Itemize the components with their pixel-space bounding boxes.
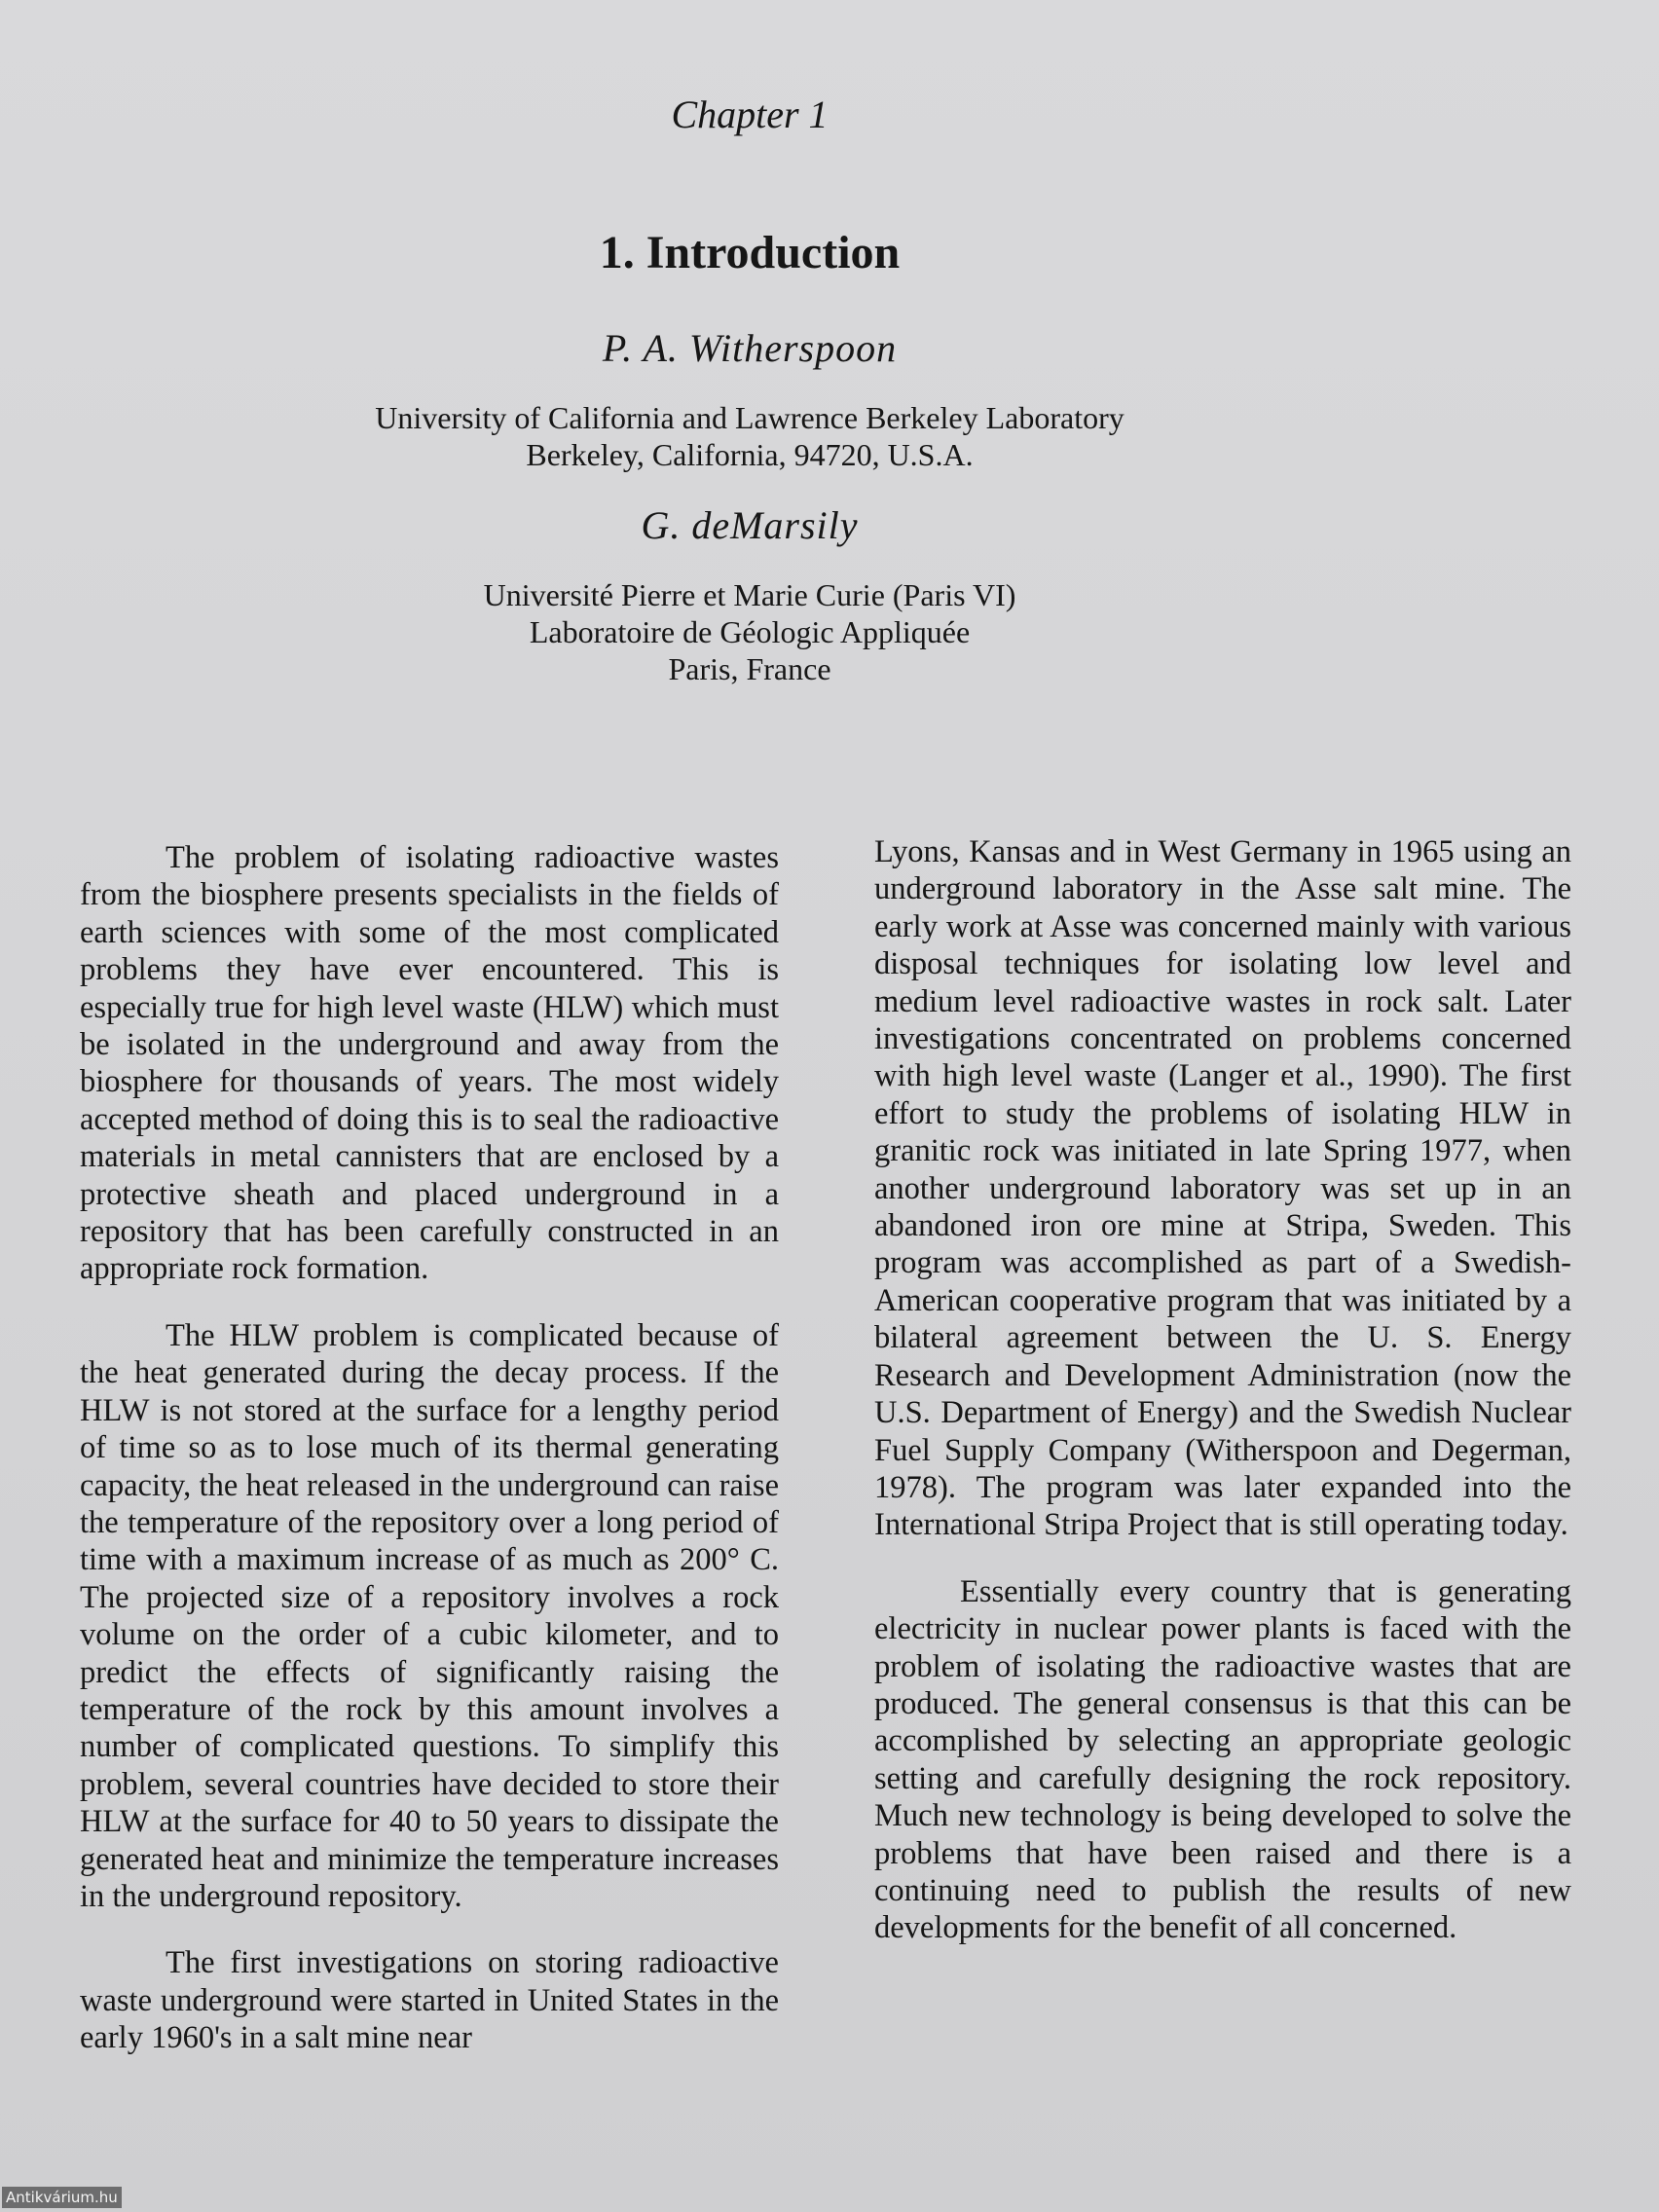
body-paragraph: The problem of isolating radioactive wastes from the biosphere presents specialists in the fields of earth sciences with some of the most complicated problems they have ever encountered. This is especially true for high level waste (HLW) which must be isolated in the underground and away from the biosphere for thousands of years. The most widely accepted method of doing this is to seal the radioactive materials in metal cannisters that are enclosed by a protective sheath and placed underground in a repository that has been carefully constructed in an appropriate rock formation. — [80, 840, 779, 1287]
affiliation-line: Paris, France — [668, 651, 831, 686]
affiliation-line: Berkeley, California, 94720, U.S.A. — [526, 437, 974, 472]
author-affiliation — [0, 399, 1499, 473]
chapter-label: Chapter 1 — [671, 92, 829, 136]
body-column-left — [80, 839, 779, 2086]
body-paragraph: The HLW problem is complicated because of the heat generated during the decay process. If the HLW is not stored at the surface for a lengthy period of time so as to lose much of its thermal generating capacity, the heat released in the underground can raise the temperature of the repository over a long period of time with a maximum increase of as much as 200° C. The projected size of a repository involves a rock volume on the order of a cubic kilometer, and to predict the effects of significantly raising the temperature of the rock by this amount involves a number of complicated questions. To simplify this problem, several countries have decided to store their HLW at the surface for 40 to 50 years to dissipate the generated heat and minimize the temperature increases in the underground repository. — [80, 1317, 779, 1914]
author-name: G. deMarsily — [641, 503, 859, 547]
body-paragraph: Essentially every country that is generating electricity in nuclear power plants is faced with the problem of isolating the radioactive wastes that are produced. The general consensus is that this can be accomplished by selecting an appropriate geologic setting and carefully designing the rock repository. Much new technology is being developed to solve the problems that have been raised and there is a continuing need to publish the results of new developments for the benefit of all concerned. — [874, 1573, 1571, 1946]
affiliation-line: Université Pierre et Marie Curie (Paris VI) — [483, 577, 1016, 612]
watermark: Antikvárium.hu — [2, 2187, 122, 2208]
body-paragraph: The first investigations on storing radioactive waste underground were started in United States in the early 1960's in a salt mine near — [80, 1945, 779, 2056]
affiliation-line: University of California and Lawrence Berkeley Laboratory — [375, 400, 1124, 435]
affiliation-line: Laboratoire de Géologic Appliquée — [529, 614, 971, 649]
author-name: P. A. Witherspoon — [602, 326, 898, 370]
body-paragraph: Lyons, Kansas and in West Germany in 1965 using an underground laboratory in the Asse salt mine. The early work at Asse was concerned mainly with various disposal techniques for isolating low level and medium level radioactive wastes in rock salt. Later investigations concentrated on problems concerned with high level waste (Langer et al., 1990). The first effort to study the problems of isolating HLW in granitic rock was initiated in late Spring 1977, when another underground laboratory was set up in an abandoned iron ore mine at Stripa, Sweden. This program was accomplished as part of a Swedish-American cooperative program that was initiated by a bilateral agreement between the U. S. Energy Research and Development Administration (now the U.S. Department of Energy) and the Swedish Nuclear Fuel Supply Company (Witherspoon and Degerman, 1978). The program was later expanded into the International Stripa Project that is still operating today. — [874, 834, 1571, 1543]
body-column-right — [874, 833, 1571, 1976]
chapter-title: 1. Introduction — [599, 227, 901, 278]
author-affiliation — [0, 576, 1499, 687]
